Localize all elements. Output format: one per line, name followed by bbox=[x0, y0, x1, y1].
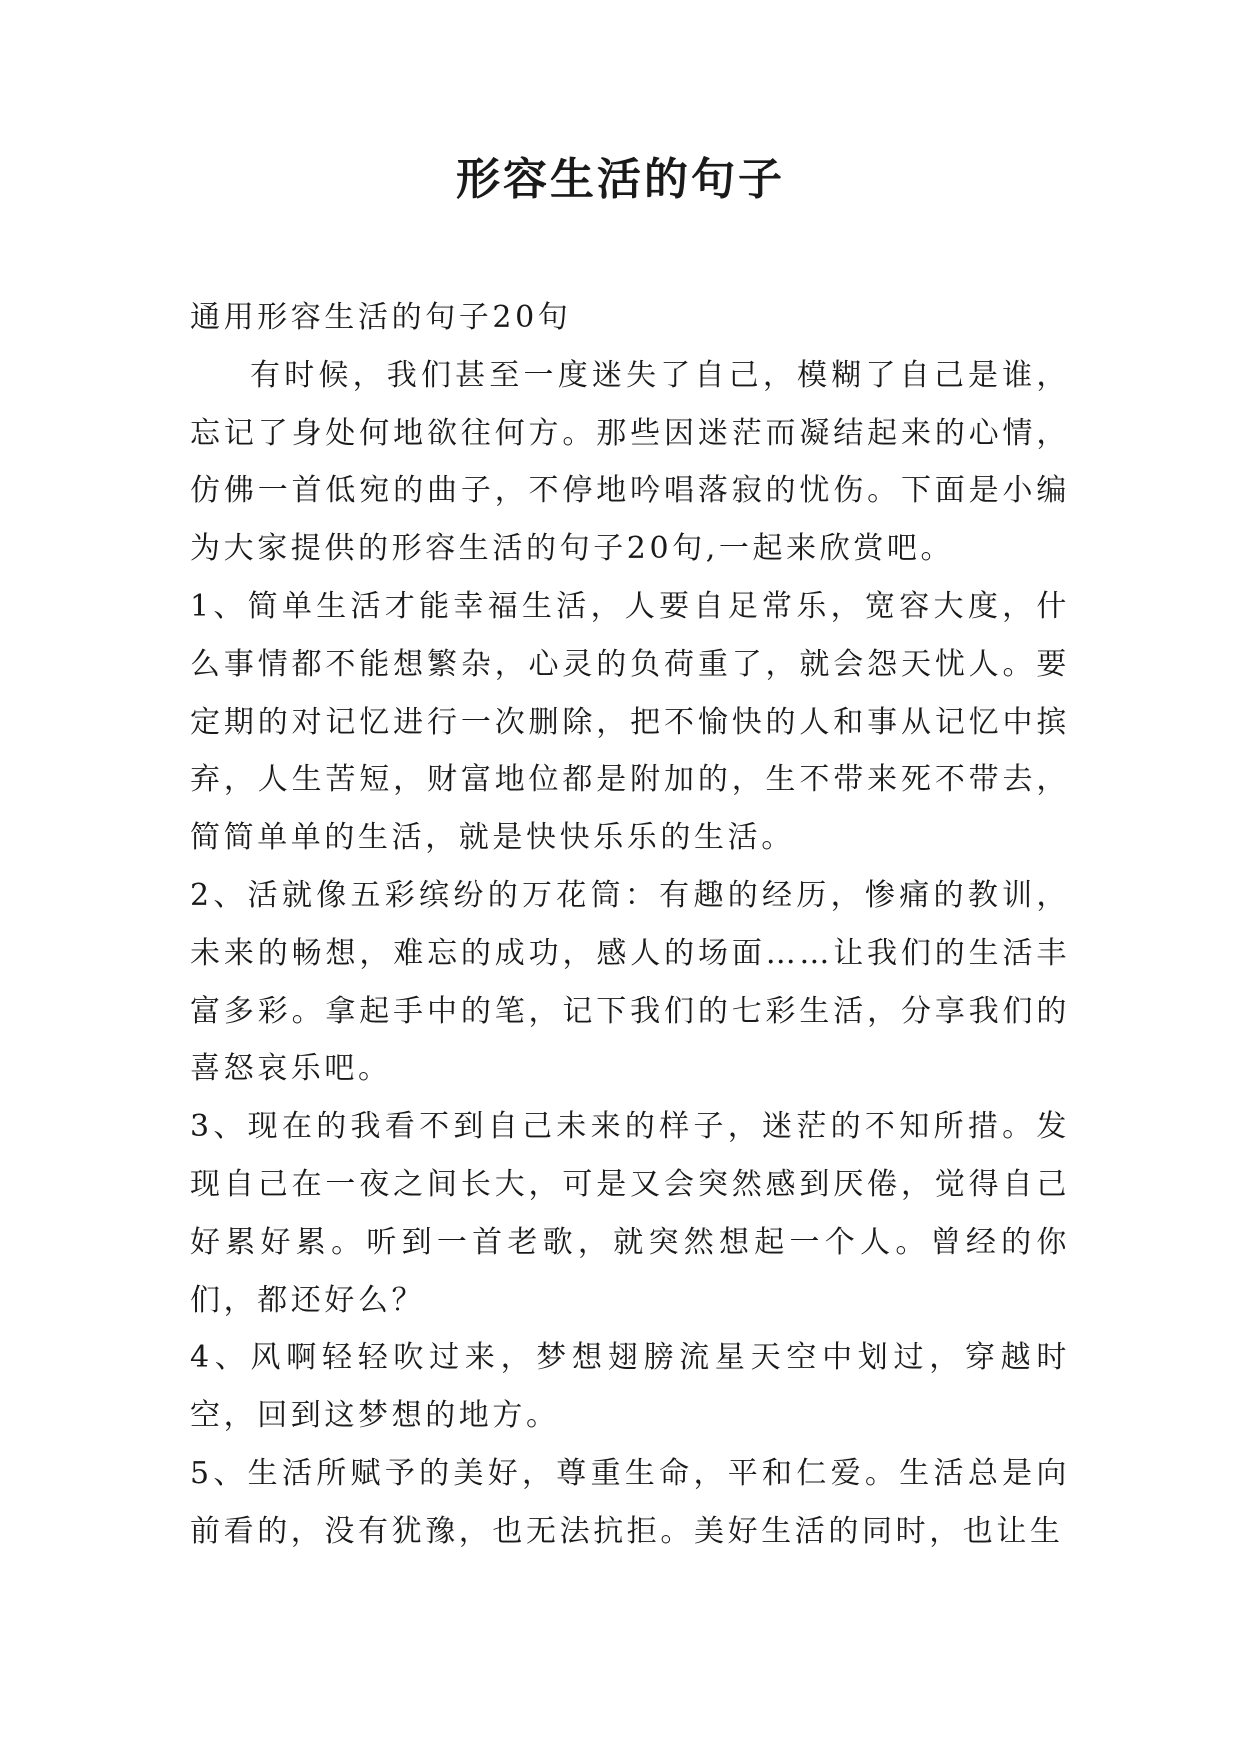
document-title: 形容生活的句子 bbox=[456, 154, 785, 205]
document-subtitle: 通用形容生活的句子20句 bbox=[190, 300, 572, 335]
list-item: 1、简单生活才能幸福生活，人要自足常乐，宽容大度，什么事情都不能想繁杂，心灵的负荷重了，就会怨天忧人。要定期的对记忆进行一次删除，把不愉快的人和事从记忆中摈弃，人生苦短，财富地位都是附加的，生不带来死不带去，简简单单的生活，就是快快乐乐的生活。 bbox=[190, 588, 1070, 856]
list-item: 5、生活所赋予的美好，尊重生命，平和仁爱。生活总是向前看的，没有犹豫，也无法抗拒。美好生活的同时，也让生 bbox=[190, 1455, 1070, 1549]
list-item: 3、现在的我看不到自己未来的样子，迷茫的不知所措。发现自己在一夜之间长大，可是又会突然感到厌倦，觉得自己好累好累。听到一首老歌，就突然想起一个人。曾经的你们，都还好么？ bbox=[190, 1109, 1070, 1318]
list-item: 4、风啊轻轻吹过来，梦想翅膀流星天空中划过，穿越时空，回到这梦想的地方。 bbox=[190, 1340, 1070, 1434]
document-body bbox=[190, 289, 1070, 1561]
list-item: 2、活就像五彩缤纷的万花筒：有趣的经历，惨痛的教训，未来的畅想，难忘的成功，感人的场面……让我们的生活丰富多彩。拿起手中的笔，记下我们的七彩生活，分享我们的喜怒哀乐吧。 bbox=[190, 877, 1070, 1087]
intro-paragraph: 有时候，我们甚至一度迷失了自己，模糊了自己是谁，忘记了身处何地欲往何方。那些因迷茫而凝结起来的心情，仿佛一首低宛的曲子，不停地吟唱落寂的忧伤。下面是小编为大家提供的形容生活的句子20句,一起来欣赏吧。 bbox=[190, 357, 1070, 567]
